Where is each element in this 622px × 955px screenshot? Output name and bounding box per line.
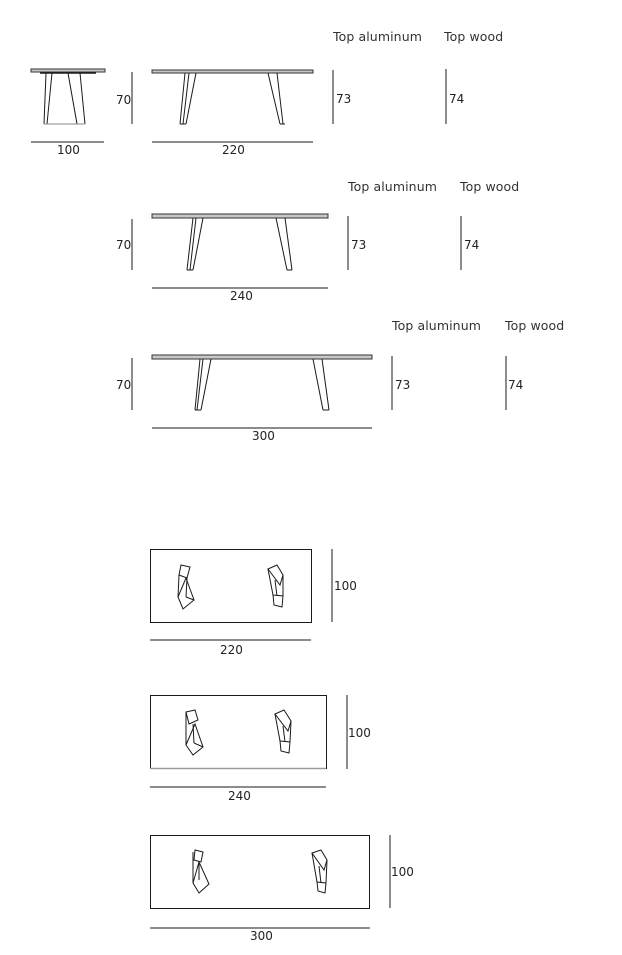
end-view-drawing [31,69,105,142]
plan-view-240-drawing [150,695,347,787]
top-aluminum-label: Top aluminum [348,179,437,194]
plan-length-dimension: 220 [220,643,243,657]
side-length-dimension: 220 [222,143,245,157]
top-aluminum-height-dimension: 73 [336,92,352,106]
side-view-240-drawing [132,214,461,288]
plan-depth-dimension: 100 [391,865,414,879]
top-wood-label: Top wood [444,29,504,44]
side-height-dimension: 70 [116,93,132,107]
top-wood-height-dimension: 74 [464,238,480,252]
top-aluminum-height-dimension: 73 [351,238,367,252]
top-aluminum-label: Top aluminum [392,318,481,333]
end-view-width-dimension: 100 [57,143,80,157]
top-wood-height-dimension: 74 [449,92,465,106]
top-wood-height-dimension: 74 [508,378,524,392]
side-view-300-drawing [132,355,506,428]
plan-depth-dimension: 100 [348,726,371,740]
plan-view-220-drawing [150,549,332,640]
plan-view-300-drawing [150,835,390,928]
side-length-dimension: 240 [230,289,253,303]
plan-length-dimension: 240 [228,789,251,803]
side-length-dimension: 300 [252,429,275,443]
side-height-dimension: 70 [116,238,132,252]
side-height-dimension: 70 [116,378,132,392]
top-wood-label: Top wood [460,179,520,194]
side-view-220-drawing [132,69,446,142]
plan-length-dimension: 300 [250,929,273,943]
top-wood-label: Top wood [505,318,565,333]
top-aluminum-height-dimension: 73 [395,378,411,392]
plan-depth-dimension: 100 [334,579,357,593]
top-aluminum-label: Top aluminum [333,29,422,44]
